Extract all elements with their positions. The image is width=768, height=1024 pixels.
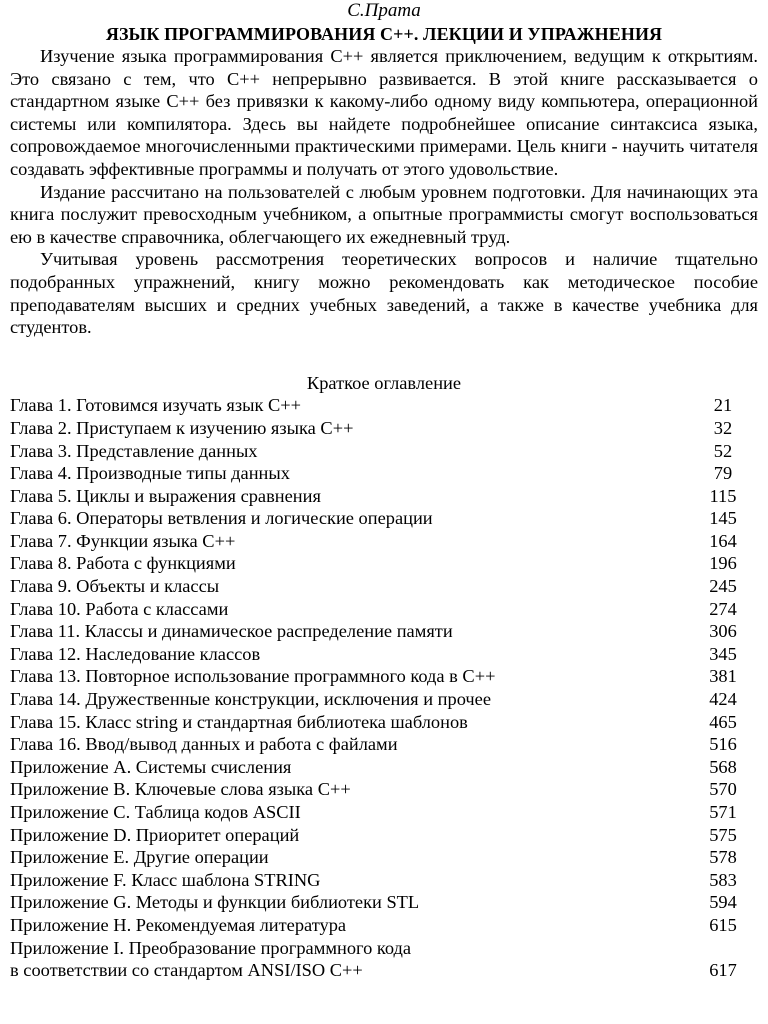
toc-entry-title: Глава 8. Работа с функциями bbox=[10, 553, 236, 574]
toc-entry bbox=[10, 507, 758, 530]
toc-entry-page: 568 bbox=[709, 756, 737, 777]
toc-entry-page: 164 bbox=[709, 530, 737, 551]
toc-entry bbox=[10, 711, 758, 734]
toc-entry-page: 615 bbox=[709, 914, 737, 935]
toc-entry-page: 424 bbox=[709, 689, 737, 710]
toc-entry-title: Глава 7. Функции языка С++ bbox=[10, 530, 236, 551]
toc-entry bbox=[10, 620, 758, 643]
description-paragraph: Изучение языка программирования С++ является приключением, ведущим к открытиям. Это связано с тем, что С++ непрерывно развивается. В этой книге рассказывается о стандартном языке С++ без привязки к какому-либо одному виду компьютера, операционной системы или компилятора. Здесь вы найдете подробнейшее описание синтаксиса языка, сопровождаемое многочисленными практическими примерами. Цель книги - научить читателя создавать эффективные программы и получать от этого удовольствие. bbox=[10, 46, 758, 179]
toc-entry-title: Глава 16. Ввод/вывод данных и работа с файлами bbox=[10, 734, 398, 755]
toc-entry bbox=[10, 485, 758, 508]
toc-entry bbox=[10, 801, 758, 824]
toc-entry-page: 617 bbox=[709, 960, 737, 981]
toc-entry bbox=[10, 778, 758, 801]
toc-entry-title-continued: в соответствии со стандартом ANSI/ISO С++ bbox=[10, 960, 363, 981]
description-paragraph: Издание рассчитано на пользователей с любым уровнем подготовки. Для начинающих эта книга послужит превосходным учебником, а опытные программисты смогут воспользоваться ею в качестве справочника, облегчающего их ежедневный труд. bbox=[10, 181, 758, 247]
toc-entry-title: Приложение G. Методы и функции библиотеки STL bbox=[10, 892, 420, 913]
toc-entry-page: 345 bbox=[709, 643, 737, 664]
toc-heading: Краткое оглавление bbox=[306, 372, 462, 393]
toc-entry-page: 583 bbox=[709, 869, 737, 890]
toc-entry-page: 274 bbox=[709, 598, 737, 619]
toc-entry-title: Глава 12. Наследование классов bbox=[10, 643, 261, 664]
toc-entry-page: 21 bbox=[713, 395, 733, 416]
toc-entry-page: 516 bbox=[709, 734, 737, 755]
toc-entry-title: Глава 3. Представление данных bbox=[10, 440, 258, 461]
toc-entry-title: Глава 14. Дружественные конструкции, исключения и прочее bbox=[10, 689, 491, 710]
toc-entry bbox=[10, 552, 758, 575]
toc-entry bbox=[10, 733, 758, 756]
book-title: ЯЗЫК ПРОГРАММИРОВАНИЯ С++. ЛЕКЦИИ И УПРАЖНЕНИЯ bbox=[105, 24, 663, 44]
toc-entry-title: Глава 13. Повторное использование программного кода в С++ bbox=[10, 666, 496, 687]
toc-entry bbox=[10, 891, 758, 914]
toc-entry-title: Глава 5. Циклы и выражения сравнения bbox=[10, 485, 321, 506]
toc-entry bbox=[10, 575, 758, 598]
toc-entry bbox=[10, 462, 758, 485]
toc-entry-title: Приложение А. Системы счисления bbox=[10, 756, 292, 777]
toc-entry-page: 570 bbox=[709, 779, 737, 800]
toc-entry-title: Глава 11. Классы и динамическое распределение памяти bbox=[10, 621, 453, 642]
toc-entry bbox=[10, 417, 758, 440]
toc-entry-title: Глава 9. Объекты и классы bbox=[10, 576, 220, 597]
toc-entry bbox=[10, 846, 758, 869]
toc-entry bbox=[10, 869, 758, 892]
toc-entry-page: 145 bbox=[709, 508, 737, 529]
toc-entry bbox=[10, 394, 758, 417]
toc-entry-title: Глава 4. Производные типы данных bbox=[10, 463, 290, 484]
toc-entry-title: Глава 2. Приступаем к изучению языка С++ bbox=[10, 417, 354, 438]
toc-entry-page: 306 bbox=[709, 621, 737, 642]
toc-entry-page: 575 bbox=[709, 824, 737, 845]
toc-entry-page: 578 bbox=[709, 847, 737, 868]
toc-entry-page: 381 bbox=[709, 666, 737, 687]
toc-entry-title: Глава 6. Операторы ветвления и логические операции bbox=[10, 508, 433, 529]
toc-list bbox=[10, 394, 758, 936]
book-author: С.Прата bbox=[347, 0, 421, 21]
toc-entry-title: Приложение I. Преобразование программного кода bbox=[10, 937, 412, 958]
toc-entry-title: Приложение D. Приоритет операций bbox=[10, 824, 300, 845]
toc-entry-title: Глава 10. Работа с классами bbox=[10, 598, 229, 619]
toc-entry-title: Приложение F. Класс шаблона STRING bbox=[10, 869, 321, 890]
toc-entry-title: Приложение Е. Другие операции bbox=[10, 847, 269, 868]
toc-entry-page: 245 bbox=[709, 576, 737, 597]
toc-entry-page: 32 bbox=[713, 417, 733, 438]
toc-entry bbox=[10, 756, 758, 779]
toc-entry bbox=[10, 824, 758, 847]
toc-entry-title: Глава 1. Готовимся изучать язык С++ bbox=[10, 395, 302, 416]
toc-entry-page: 196 bbox=[709, 553, 737, 574]
toc-entry-page: 465 bbox=[709, 711, 737, 732]
toc-entry-title: Приложение Н. Рекомендуемая литература bbox=[10, 914, 347, 935]
toc-entry-page: 115 bbox=[709, 485, 737, 506]
description-paragraph: Учитывая уровень рассмотрения теоретических вопросов и наличие тщательно подобранных упражнений, книгу можно рекомендовать как методическое пособие преподавателям высших и средних учебных заведений, а также в качестве учебника для студентов. bbox=[10, 249, 758, 338]
toc-entry bbox=[10, 665, 758, 688]
toc-entry-page: 594 bbox=[709, 892, 737, 913]
toc-entry bbox=[10, 688, 758, 711]
toc-entry-page: 571 bbox=[709, 802, 737, 822]
toc-entry-title: Приложение В. Ключевые слова языка С++ bbox=[10, 779, 351, 800]
toc-entry-page: 79 bbox=[713, 463, 733, 484]
toc-entry bbox=[10, 937, 758, 982]
toc-entry bbox=[10, 530, 758, 553]
toc-entry-page: 52 bbox=[713, 440, 733, 461]
toc-entry-title: Приложение С. Таблица кодов ASCII bbox=[10, 802, 301, 822]
toc-entry bbox=[10, 643, 758, 666]
toc-entry bbox=[10, 914, 758, 937]
toc-entry bbox=[10, 440, 758, 463]
toc-entry-title: Глава 15. Класс string и стандартная библиотека шаблонов bbox=[10, 711, 468, 732]
toc-entry bbox=[10, 598, 758, 621]
